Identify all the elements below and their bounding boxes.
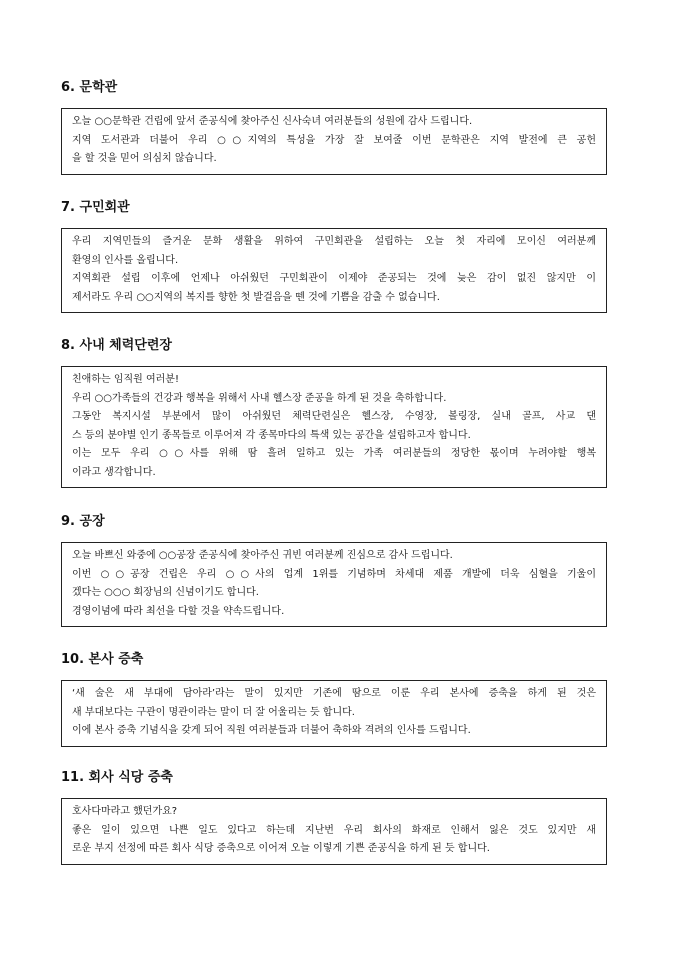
speech-box (61, 366, 607, 488)
speech-line: 이번 ○○공장 건립은 우리 ○○사의 업계 1위를 기념하며 차세대 제품 개발에 더욱 심혈을 기울이 (72, 568, 596, 580)
speech-line: 지역회관 설립 이후에 언제나 아쉬웠던 구민회관이 이제야 준공되는 것에 늦은 감이 없진 않지만 이 (72, 273, 596, 284)
section-title: 9. 공장 (61, 514, 105, 529)
speech-line: 이는 모두 우리 ○○사를 위해 땀 흘려 일하고 있는 가족 여러분들의 정당한 몫이며 누려야할 행복 (72, 448, 596, 459)
speech-box (61, 228, 607, 313)
section-headquarters-expansion (61, 650, 607, 747)
speech-box (61, 542, 607, 627)
speech-line: 이에 본사 증축 기념식을 갖게 되어 직원 여러분들과 더불어 축하와 격려의 인사를 드립니다. (72, 725, 471, 736)
speech-box (61, 108, 607, 175)
section-title: 10. 본사 증축 (61, 652, 144, 667)
speech-line: 스 등의 분야별 인기 종목들로 이루어져 각 종목마다의 특색 있는 공간을 설립하고자 합니다. (72, 429, 471, 441)
speech-line: 친애하는 임직원 여러분! (72, 374, 179, 385)
speech-line: ‘새 술은 새 부대에 담아라’라는 말이 있지만 기존에 땀으로 이룬 우리 본사에 증축을 하게 된 것은 (72, 688, 596, 699)
speech-line: 오늘 ○○문학관 건립에 앞서 준공식에 찾아주신 신사숙녀 여러분들의 성원에 감사 드립니다. (72, 116, 473, 127)
speech-line: 새 부대보다는 구관이 명관이라는 말이 더 잘 어울리는 듯 합니다. (72, 706, 355, 718)
section-title: 7. 구민회관 (61, 200, 130, 215)
speech-line: 우리 ○○가족들의 건강과 행복을 위해서 사내 헬스장 준공을 하게 된 것을 축하합니다. (72, 392, 447, 404)
speech-line: 겠다는 ○○○ 회장님의 신념이기도 합니다. (72, 587, 259, 598)
section-title: 8. 사내 체력단련장 (61, 338, 172, 353)
speech-line: 경영이념에 따라 최선을 다할 것을 약속드립니다. (72, 605, 285, 617)
section-community-hall (61, 198, 607, 313)
speech-line: 로운 부지 선정에 따른 회사 식당 증축으로 이어져 오늘 이렇게 기쁜 준공식을 하게 된 듯 합니다. (72, 843, 490, 854)
section-factory (61, 512, 607, 627)
speech-line: 호사다마라고 했던가요? (72, 806, 178, 817)
speech-line: 오늘 바쁘신 와중에 ○○공장 준공식에 찾아주신 귀빈 여러분께 진심으로 감사 드립니다. (72, 550, 453, 561)
speech-line: 제서라도 우리 ○○지역의 복지를 향한 첫 발걸음을 뗀 것에 기쁨을 감출 수 없습니다. (72, 291, 440, 303)
section-title: 11. 회사 식당 증축 (61, 770, 173, 785)
speech-box (61, 680, 607, 747)
speech-line: 그동안 복지시설 부분에서 많이 아쉬웠던 체력단련실은 헬스장, 수영장, 볼링장, 실내 골프, 사교 댄 (72, 411, 596, 422)
section-company-gym (61, 336, 607, 488)
speech-line: 우리 지역민들의 즐거운 문화 생활을 위하여 구민회관을 설립하는 오늘 첫 자리에 모이신 여러분께 (72, 236, 596, 247)
speech-line: 환영의 인사를 올립니다. (72, 254, 179, 266)
speech-line: 을 할 것을 믿어 의심치 않습니다. (72, 153, 217, 164)
speech-box (61, 798, 607, 865)
speech-line: 좋은 일이 있으면 나쁜 일도 있다고 하는데 지난번 우리 회사의 화재로 인해서 잃은 것도 있지만 새 (72, 824, 596, 836)
section-literature-hall (61, 78, 607, 175)
section-cafeteria-expansion (61, 768, 607, 865)
speech-line: 지역 도서관과 더불어 우리 ○○지역의 특성을 가장 잘 보여줄 이번 문학관은 지역 발전에 큰 공헌 (72, 134, 596, 146)
speech-line: 이라고 생각합니다. (72, 466, 156, 478)
section-title: 6. 문학관 (61, 80, 118, 95)
